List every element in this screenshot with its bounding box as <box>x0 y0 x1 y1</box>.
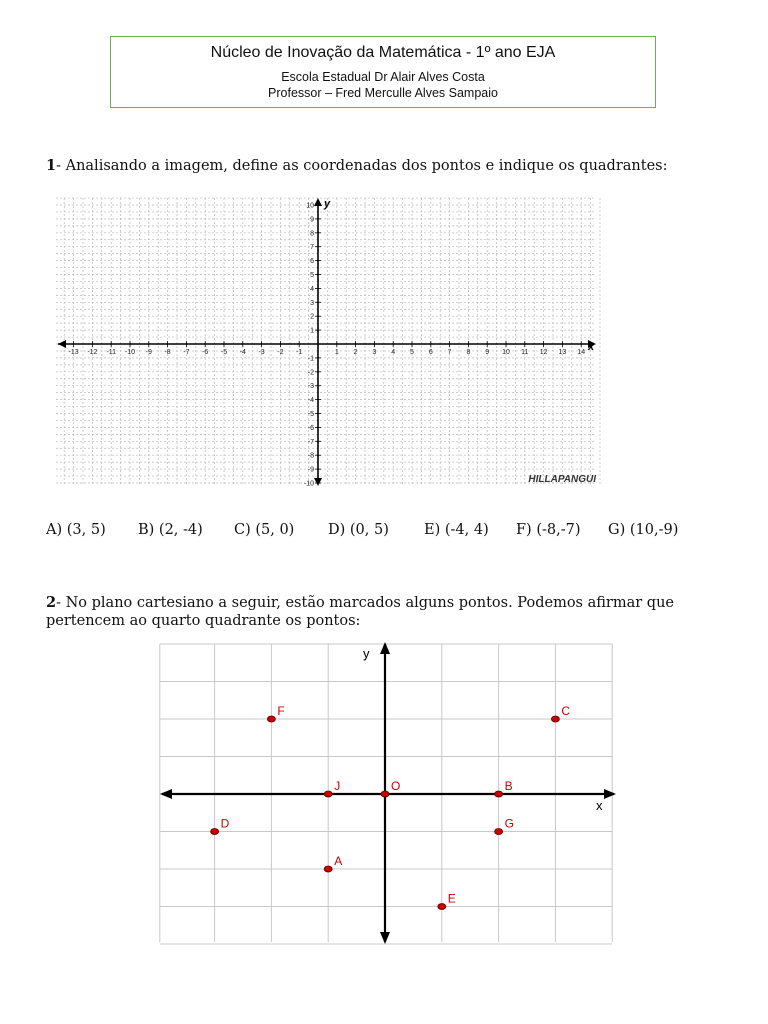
point-label-j: J <box>334 779 341 793</box>
y-tick-label: -2 <box>307 369 314 377</box>
y-tick-label: 9 <box>310 216 314 224</box>
x-tick-label: -12 <box>87 349 98 356</box>
y-tick-label: 10 <box>306 202 314 210</box>
x-tick-label: -4 <box>239 349 246 356</box>
question-2-text: - No plano cartesiano a seguir, estão marcados alguns pontos. Podemos afirmar que pertencem ao quarto quadrante os pontos: <box>46 595 674 629</box>
x-tick-label: 6 <box>428 349 433 356</box>
x-tick-label: -3 <box>258 349 265 356</box>
point-g <box>495 829 503 835</box>
x-axis-label: x <box>596 798 603 813</box>
option-d: D) (0, 5) <box>328 522 389 538</box>
y-tick-label: 6 <box>310 258 314 266</box>
x-tick-label: 13 <box>558 349 567 356</box>
point-j <box>324 791 332 797</box>
point-a <box>324 866 332 872</box>
option-a: A) (3, 5) <box>46 522 106 538</box>
question-1-number: 1 <box>46 157 57 174</box>
y-tick-label: -4 <box>307 397 314 405</box>
header-school: Escola Estadual Dr Alair Alves Costa <box>281 70 485 84</box>
y-tick-label: -3 <box>307 383 314 391</box>
point-d <box>211 829 219 835</box>
y-tick-label: 5 <box>310 272 314 279</box>
x-tick-label: -2 <box>277 349 284 356</box>
coordinate-grid-1 <box>54 196 602 488</box>
y-tick-label: 1 <box>310 327 314 335</box>
x-tick-label: 11 <box>521 349 529 356</box>
option-g: G) (10,-9) <box>608 522 679 538</box>
y-tick-label: -6 <box>307 424 314 432</box>
x-tick-label: -7 <box>183 349 190 356</box>
x-tick-label: 3 <box>372 349 377 356</box>
header-teacher: Professor – Fred Merculle Alves Sampaio <box>268 86 498 100</box>
x-tick-label: 7 <box>447 349 452 356</box>
y-tick-label: -1 <box>307 355 314 363</box>
x-tick-label: 8 <box>466 349 471 356</box>
x-tick-label: 5 <box>410 349 414 356</box>
point-f <box>267 716 275 722</box>
y-tick-label: -10 <box>303 480 314 488</box>
option-e: E) (-4, 4) <box>424 522 489 538</box>
x-tick-label: -6 <box>202 349 209 356</box>
x-axis-arrow-right <box>604 789 616 799</box>
option-f: F) (-8,-7) <box>516 522 581 538</box>
x-tick-label: -9 <box>145 349 152 356</box>
y-tick-label: 7 <box>310 244 314 252</box>
x-tick-label: 4 <box>391 349 396 356</box>
x-tick-label: -11 <box>106 349 117 356</box>
question-1 <box>46 157 726 175</box>
x-tick-label: 14 <box>577 349 586 356</box>
x-tick-label: 9 <box>485 349 490 356</box>
y-tick-label: -9 <box>307 466 314 474</box>
y-tick-label: 8 <box>310 230 314 238</box>
option-c: C) (5, 0) <box>234 522 295 538</box>
point-o <box>381 791 389 797</box>
y-tick-label: 3 <box>310 299 314 307</box>
question-1-text: - Analisando a imagem, define as coordenadas dos pontos e indique os quadrantes: <box>56 158 668 174</box>
x-tick-label: 12 <box>539 349 548 356</box>
x-tick-label: -8 <box>164 349 171 356</box>
point-label-d: D <box>220 816 230 831</box>
x-axis-arrow-left <box>160 789 172 799</box>
x-axis-label: x <box>588 341 595 353</box>
x-tick-label: -5 <box>220 349 228 356</box>
y-tick-label: -5 <box>307 411 314 418</box>
coordinate-plane-2 <box>158 640 618 946</box>
x-tick-label: -10 <box>124 349 136 356</box>
question-2 <box>46 594 726 630</box>
option-b: B) (2, -4) <box>138 522 203 538</box>
point-label-g: G <box>504 816 514 831</box>
y-axis-label: y <box>363 646 370 661</box>
point-e <box>438 904 446 910</box>
point-label-o: O <box>391 779 401 793</box>
watermark: HILLAPANGUI <box>528 474 596 485</box>
x-tick-label: -13 <box>68 349 79 356</box>
y-tick-label: -7 <box>307 438 314 446</box>
x-axis-arrow-left <box>58 340 66 348</box>
y-axis-label: y <box>324 198 331 210</box>
header-title: Núcleo de Inovação da Matemática - 1º ano EJA <box>210 44 556 61</box>
y-axis-arrow-bottom <box>314 478 322 486</box>
x-tick-label: 10 <box>502 349 510 356</box>
point-c <box>551 716 559 722</box>
point-label-c: C <box>561 704 571 718</box>
point-label-f: F <box>277 704 285 718</box>
point-label-a: A <box>334 854 343 868</box>
point-label-b: B <box>504 779 513 793</box>
point-b <box>495 791 503 797</box>
x-tick-label: 2 <box>353 349 358 356</box>
y-axis-arrow-bottom <box>380 932 390 944</box>
question-2-number: 2 <box>46 594 57 611</box>
y-tick-label: -8 <box>307 452 314 460</box>
y-tick-label: 2 <box>310 313 314 321</box>
point-label-e: E <box>447 891 456 906</box>
y-tick-label: 4 <box>310 285 314 293</box>
x-tick-label: -1 <box>296 349 303 356</box>
header-box <box>110 36 656 108</box>
x-tick-label: 1 <box>334 349 339 356</box>
